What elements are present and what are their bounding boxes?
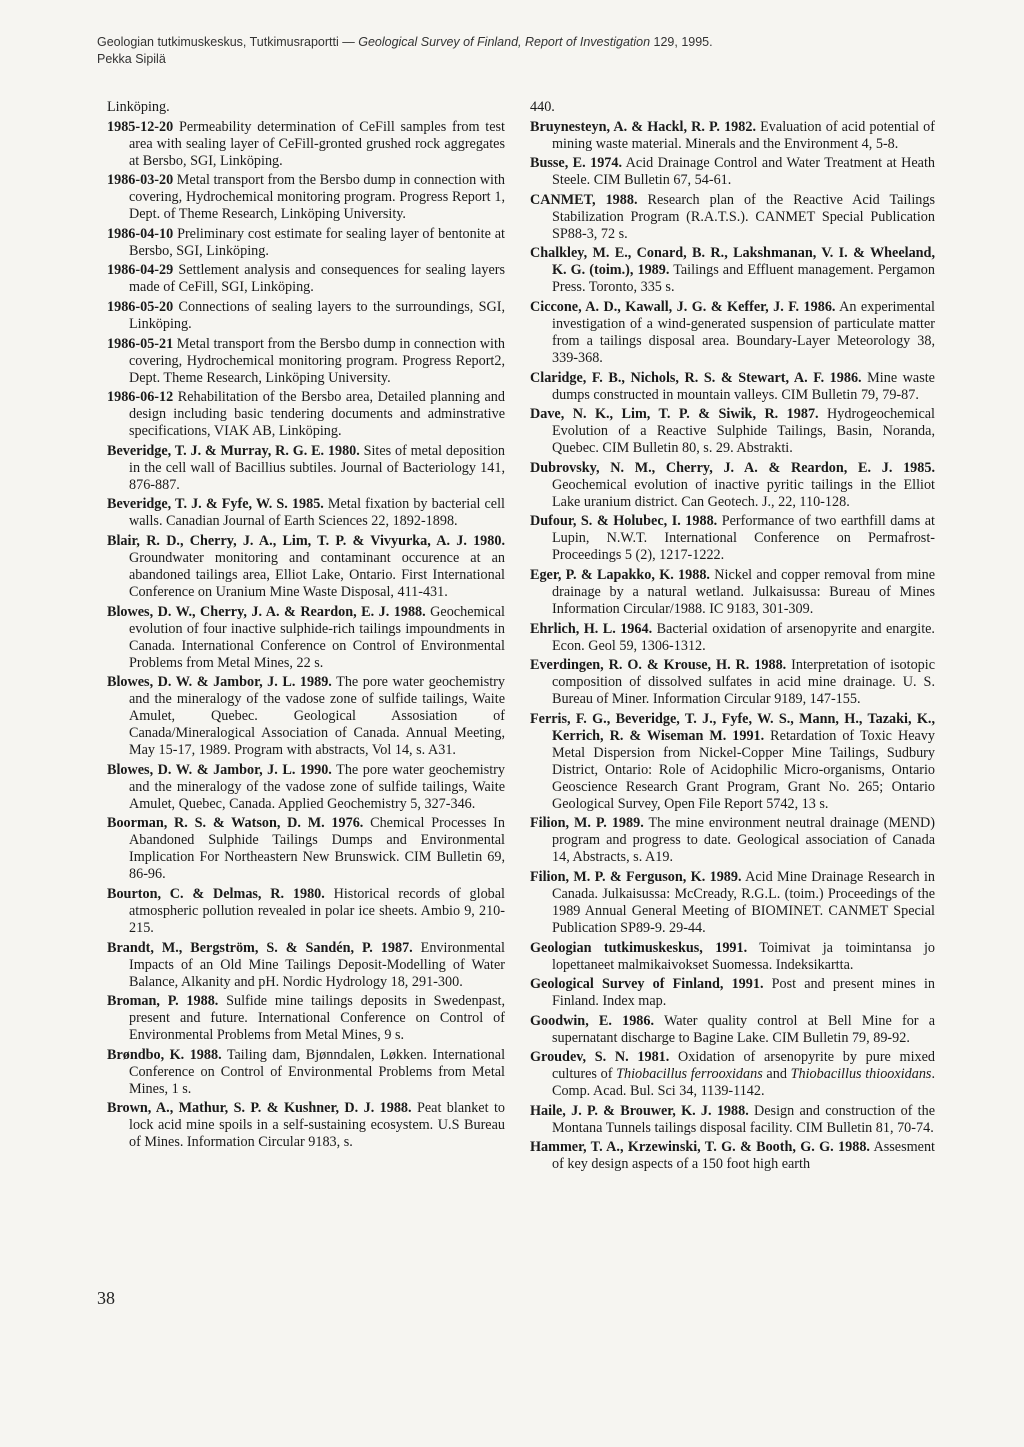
reference-entry bbox=[530, 711, 935, 813]
reference-text: Assesment of key design aspects of a 150 foot high earth bbox=[552, 1139, 935, 1173]
reference-author-year: Blowes, D. W. & Jambor, J. L. 1989. bbox=[107, 674, 332, 691]
reference-text: Geochemical evolution of inactive pyritic tailings in the Elliot Lake uranium district. Can Geotech. J., 22, 110-128. bbox=[552, 476, 935, 510]
reference-entry bbox=[107, 940, 505, 991]
reference-entry bbox=[107, 389, 505, 440]
reference-author-year: Brøndbo, K. 1988. bbox=[107, 1046, 222, 1063]
reference-italic-taxon: Thiobacillus thiooxidans bbox=[790, 1066, 932, 1083]
reference-entry bbox=[530, 245, 935, 296]
reference-entry bbox=[530, 299, 935, 367]
reference-author-year: Blair, R. D., Cherry, J. A., Lim, T. P. & Vivyurka, A. J. 1980. bbox=[107, 532, 505, 549]
page-number: 38 bbox=[97, 1288, 115, 1308]
reference-author-year: Broman, P. 1988. bbox=[107, 993, 219, 1010]
reference-author-year: 1986-05-21 bbox=[107, 335, 174, 352]
reference-entry bbox=[530, 513, 935, 564]
reference-entry bbox=[107, 533, 505, 601]
reference-author-year: Chalkley, M. E., Conard, B. R., Lakshmanan, V. I. & Wheeland, K. G. (toim.), 1989. bbox=[530, 245, 935, 279]
reference-author-year: Ehrlich, H. L. 1964. bbox=[530, 620, 653, 637]
reference-entry bbox=[107, 119, 505, 170]
reference-entry bbox=[530, 1103, 935, 1137]
reference-text: Sulfide mine tailings deposits in Swedenpast, present and future. International Conference on Control of Environmental Problems from Metal Mines, 9 s. bbox=[129, 993, 506, 1044]
reference-text: Groundwater monitoring and contaminant occurence at an abandoned tailings area, Elliot Lake, Ontario. First International Conference on Uranium Mine Waste Disposal, 411-431. bbox=[129, 549, 505, 600]
reference-entry bbox=[107, 99, 505, 116]
reference-entry bbox=[107, 1047, 505, 1098]
reference-text: Connections of sealing layers to the surroundings, SGI, Linköping. bbox=[129, 298, 505, 332]
reference-author-year: Boorman, R. S. & Watson, D. M. 1976. bbox=[107, 815, 364, 832]
reference-entry bbox=[107, 172, 505, 223]
reference-text: Research plan of the Reactive Acid Tailings Stabilization Program (R.A.T.S.). CANMET Special Publication SP88-3, 72 s. bbox=[552, 191, 935, 242]
reference-author-year: Bruynesteyn, A. & Hackl, R. P. 1982. bbox=[530, 118, 757, 135]
reference-entry bbox=[530, 119, 935, 153]
reference-author-year: Beveridge, T. J. & Fyfe, W. S. 1985. bbox=[107, 496, 324, 513]
header-author: Pekka Sipilä bbox=[97, 52, 166, 66]
reference-text: Metal transport from the Bersbo dump in connection with covering, Hydrochemical monitoring program. Progress Report2, Dept. Theme Research, Linköping University. bbox=[129, 335, 505, 386]
reference-text: Design and construction of the Montana Tunnels tailings disposal facility. CIM Bulletin 81, 70-74. bbox=[552, 1102, 935, 1136]
reference-author-year: Busse, E. 1974. bbox=[530, 155, 623, 172]
reference-text: Metal fixation by bacterial cell walls. Canadian Journal of Earth Sciences 22, 1892-1898. bbox=[129, 496, 505, 530]
reference-author-year: Blowes, D. W., Cherry, J. A. & Reardon, E. J. 1988. bbox=[107, 603, 426, 620]
reference-entry bbox=[107, 1100, 505, 1151]
reference-text: Bacterial oxidation of arsenopyrite and enargite. Econ. Geol 59, 1306-1312. bbox=[552, 620, 935, 654]
reference-text: Sites of metal deposition in the cell wall of Bacillius subtiles. Journal of Bacteriology 141, 876-887. bbox=[129, 442, 505, 493]
reference-text: Chemical Processes In Abandoned Sulphide Tailings Dumps and Environmental Implication For Northeastern New Brunswick. CIM Bulletin 69, 86-96. bbox=[129, 815, 505, 883]
reference-italic-taxon: Thiobacillus ferrooxidans bbox=[616, 1066, 763, 1083]
reference-entry bbox=[530, 976, 935, 1010]
reference-author-year: Geologian tutkimuskeskus, 1991. bbox=[530, 939, 748, 956]
header-journal-line: Geologian tutkimuskeskus, Tutkimusraportti — Geological Survey of Finland, Report of Investigation 129, 1995. bbox=[97, 35, 713, 49]
reference-entry bbox=[530, 1013, 935, 1047]
reference-entry bbox=[107, 299, 505, 333]
reference-author-year: Blowes, D. W. & Jambor, J. L. 1990. bbox=[107, 761, 332, 778]
reference-text: Environmental Impacts of an Old Mine Tailings Deposit-Modelling of Water Balance, Alkanity and pH. Nordic Hydrology 18, 291-300. bbox=[129, 939, 505, 990]
reference-author-year: 1986-05-20 bbox=[107, 298, 174, 315]
header-series-title: Geological Survey of Finland, Report of Investigation bbox=[358, 35, 651, 49]
reference-text: 440. bbox=[530, 99, 555, 115]
reference-author-year: Eger, P. & Lapakko, K. 1988. bbox=[530, 566, 710, 583]
reference-entry bbox=[107, 262, 505, 296]
reference-entry bbox=[530, 192, 935, 243]
reference-entry bbox=[530, 621, 935, 655]
reference-text: Geochemical evolution of four inactive sulphide-rich tailings impoundments in Canada. International Conference on Control of Environmental Problems from Metal Mines, 22 s. bbox=[129, 603, 506, 671]
reference-text: Post and present mines in Finland. Index map. bbox=[552, 976, 935, 1010]
reference-text: Mine waste dumps constructed in mountain valleys. CIM Bulletin 79, 79-87. bbox=[552, 369, 935, 403]
reference-entry bbox=[530, 370, 935, 404]
reference-author-year: Ferris, F. G., Beveridge, T. J., Fyfe, W. S., Mann, H., Tazaki, K., Kerrich, R. & Wiseman M. 1991. bbox=[530, 710, 935, 744]
reference-author-year: Filion, M. P. 1989. bbox=[530, 815, 644, 832]
reference-author-year: Goodwin, E. 1986. bbox=[530, 1012, 655, 1029]
reference-text: Linköping. bbox=[107, 99, 170, 115]
reference-entry bbox=[530, 460, 935, 511]
reference-entry bbox=[107, 674, 505, 759]
reference-entry bbox=[107, 336, 505, 387]
reference-author-year: Dave, N. K., Lim, T. P. & Siwik, R. 1987. bbox=[530, 406, 819, 423]
reference-column-left bbox=[107, 99, 505, 1154]
reference-entry bbox=[107, 604, 505, 672]
reference-author-year: 1986-06-12 bbox=[107, 389, 174, 406]
reference-author-year: Beveridge, T. J. & Murray, R. G. E. 1980. bbox=[107, 442, 360, 459]
reference-text: Evaluation of acid potential of mining waste material. Minerals and the Environment 4, 5-8. bbox=[552, 118, 936, 152]
reference-text: Interpretation of isotopic composition of dissolved sulfates in acid mine drainage. U. S. Bureau of Miner. Information Circular 9189, 147-155. bbox=[552, 657, 935, 708]
reference-entry bbox=[107, 443, 505, 494]
reference-text: Toimivat ja toimintansa jo lopettaneet malmikaivokset Suomessa. Indeksikartta. bbox=[552, 939, 935, 973]
reference-author-year: Everdingen, R. O. & Krouse, H. R. 1988. bbox=[530, 657, 787, 674]
reference-author-year: CANMET, 1988. bbox=[530, 191, 638, 208]
reference-entry bbox=[107, 496, 505, 530]
reference-author-year: Dubrovsky, N. M., Cherry, J. A. & Reardon, E. J. 1985. bbox=[530, 459, 935, 476]
reference-entry bbox=[530, 1139, 935, 1173]
reference-author-year: Claridge, F. B., Nichols, R. S. & Stewart, A. F. 1986. bbox=[530, 369, 862, 386]
reference-entry bbox=[530, 869, 935, 937]
reference-text: Preliminary cost estimate for sealing layer of bentonite at Bersbo, SGI, Linköping. bbox=[129, 225, 505, 259]
reference-text: Hydrogeochemical Evolution of a Reactive Sulphide Tailings, Basin, Noranda, Quebec. CIM Bulletin 80, s. 29. Abstrakti. bbox=[552, 406, 935, 457]
reference-text: An experimental investigation of a wind-generated suspension of particulate matter from a tailings disposal area. Boundary-Layer Meteorology 38, 339-368. bbox=[552, 298, 935, 366]
reference-text: Tailing dam, Bjønndalen, Løkken. International Conference on Control of Environmental Problems from Metal Mines, 1 s. bbox=[129, 1046, 506, 1097]
reference-entry bbox=[107, 815, 505, 883]
reference-entry bbox=[530, 815, 935, 866]
reference-text: The pore water geochemistry and the mineralogy of the vadose zone of sulfide tailings, Waite Amulet, Quebec. Geological Assosiation of Canada/Mineralogical Association of Canada. Annual Meeting, May 15-17, 1989. Program with abstracts, Vol 14, s. A31. bbox=[129, 674, 506, 759]
reference-entry bbox=[530, 155, 935, 189]
reference-text: Oxidation of arsenopyrite by pure mixed cultures of bbox=[552, 1049, 935, 1083]
reference-entry bbox=[530, 567, 935, 618]
reference-author-year: Dufour, S. & Holubec, I. 1988. bbox=[530, 513, 718, 530]
reference-text: Historical records of global atmospheric pollution revealed in polar ice sheets. Ambio 9, 210-215. bbox=[129, 885, 505, 936]
reference-text: The mine environment neutral drainage (MEND) program and progress to date. Geological association of Canada 14, Abstracts, s. A19. bbox=[552, 815, 936, 866]
reference-author-year: 1986-03-20 bbox=[107, 172, 174, 189]
reference-text: Metal transport from the Bersbo dump in connection with covering, Hydrochemical monitoring program. Progress Report 1, Dept. of Theme Research, Linköping University. bbox=[129, 172, 505, 223]
reference-author-year: 1986-04-29 bbox=[107, 262, 174, 279]
reference-text: Settlement analysis and consequences for sealing layers made of CeFill, SGI, Linköping. bbox=[129, 262, 505, 296]
reference-text: Permeability determination of CeFill samples from test area with sealing layer of CeFill-gronted grushed rock aggregates at Bersbo, SGI, Linköping. bbox=[129, 118, 505, 169]
reference-author-year: Bourton, C. & Delmas, R. 1980. bbox=[107, 885, 325, 902]
reference-author-year: Geological Survey of Finland, 1991. bbox=[530, 976, 764, 993]
reference-text: Acid Mine Drainage Research in Canada. Julkaisussa: McCready, R.G.L. (toim.) Proceedings of the 1989 Annual General Meeting of BIOMINET. CANMET Special Publication SP89-9. 29-44. bbox=[552, 868, 935, 936]
reference-entry bbox=[530, 657, 935, 708]
reference-author-year: 1985-12-20 bbox=[107, 118, 174, 135]
reference-author-year: Brandt, M., Bergström, S. & Sandén, P. 1987. bbox=[107, 939, 413, 956]
reference-entry bbox=[107, 886, 505, 937]
reference-author-year: Haile, J. P. & Brouwer, K. J. 1988. bbox=[530, 1102, 749, 1119]
reference-text: Retardation of Toxic Heavy Metal Dispersion from Nickel-Copper Mine Tailings, Sudbury District, Ontario: Role of Acidophilic Micro-organisms, Ontario Geoscience Research Grant Program, Grant No. 265; Ontario Geological Survey, Open File Report 5742, 13 s. bbox=[552, 727, 935, 812]
reference-text: Water quality control at Bell Mine for a supernatant discharge to Bagine Lake. CIM Bulletin 79, 89-92. bbox=[552, 1012, 935, 1046]
reference-entry bbox=[107, 226, 505, 260]
reference-entry bbox=[530, 99, 935, 116]
reference-author-year: Hammer, T. A., Krzewinski, T. G. & Booth, G. G. 1988. bbox=[530, 1139, 870, 1156]
reference-text: The pore water geochemistry and the mineralogy of the vadose zone of sulfide tailings, Waite Amulet, Quebec, Canada. Applied Geochemistry 5, 327-346. bbox=[129, 761, 506, 812]
reference-text: Acid Drainage Control and Water Treatment at Heath Steele. CIM Bulletin 67, 54-61. bbox=[552, 155, 935, 189]
reference-text: . Comp. Acad. Bul. Sci 34, 1139-1142. bbox=[552, 1066, 935, 1100]
reference-author-year: Groudev, S. N. 1981. bbox=[530, 1049, 670, 1066]
reference-author-year: Ciccone, A. D., Kawall, J. G. & Keffer, J. F. 1986. bbox=[530, 298, 836, 315]
reference-entry bbox=[530, 940, 935, 974]
reference-author-year: Filion, M. P. & Ferguson, K. 1989. bbox=[530, 868, 742, 885]
running-header bbox=[97, 34, 977, 68]
reference-text: and bbox=[762, 1066, 791, 1083]
reference-author-year: 1986-04-10 bbox=[107, 225, 174, 242]
reference-author-year: Brown, A., Mathur, S. P. & Kushner, D. J. 1988. bbox=[107, 1100, 412, 1117]
reference-text: Peat blanket to lock acid mine spoils in a self-sustaining ecosystem. U.S Bureau of Mines. Information Circular 9183, s. bbox=[129, 1100, 505, 1151]
reference-entry bbox=[107, 993, 505, 1044]
reference-text: Performance of two earthfill dams at Lupin, N.W.T. International Conference on Permafrost-Proceedings 5 (2), 1217-1222. bbox=[552, 513, 935, 564]
reference-text: Rehabilitation of the Bersbo area, Detailed planning and design including basic tendering documents and adminstrative specifications, VIAK AB, Linköping. bbox=[129, 389, 505, 440]
reference-entry bbox=[107, 762, 505, 813]
reference-entry bbox=[530, 406, 935, 457]
reference-entry bbox=[530, 1049, 935, 1100]
reference-text: Tailings and Effluent management. Pergamon Press. Toronto, 335 s. bbox=[552, 262, 935, 296]
reference-column-right bbox=[530, 99, 935, 1176]
reference-text: Nickel and copper removal from mine drainage by a natural wetland. Julkaisussa: Bureau of Mines Information Circular/1988. IC 9183, 301-309. bbox=[552, 566, 935, 617]
